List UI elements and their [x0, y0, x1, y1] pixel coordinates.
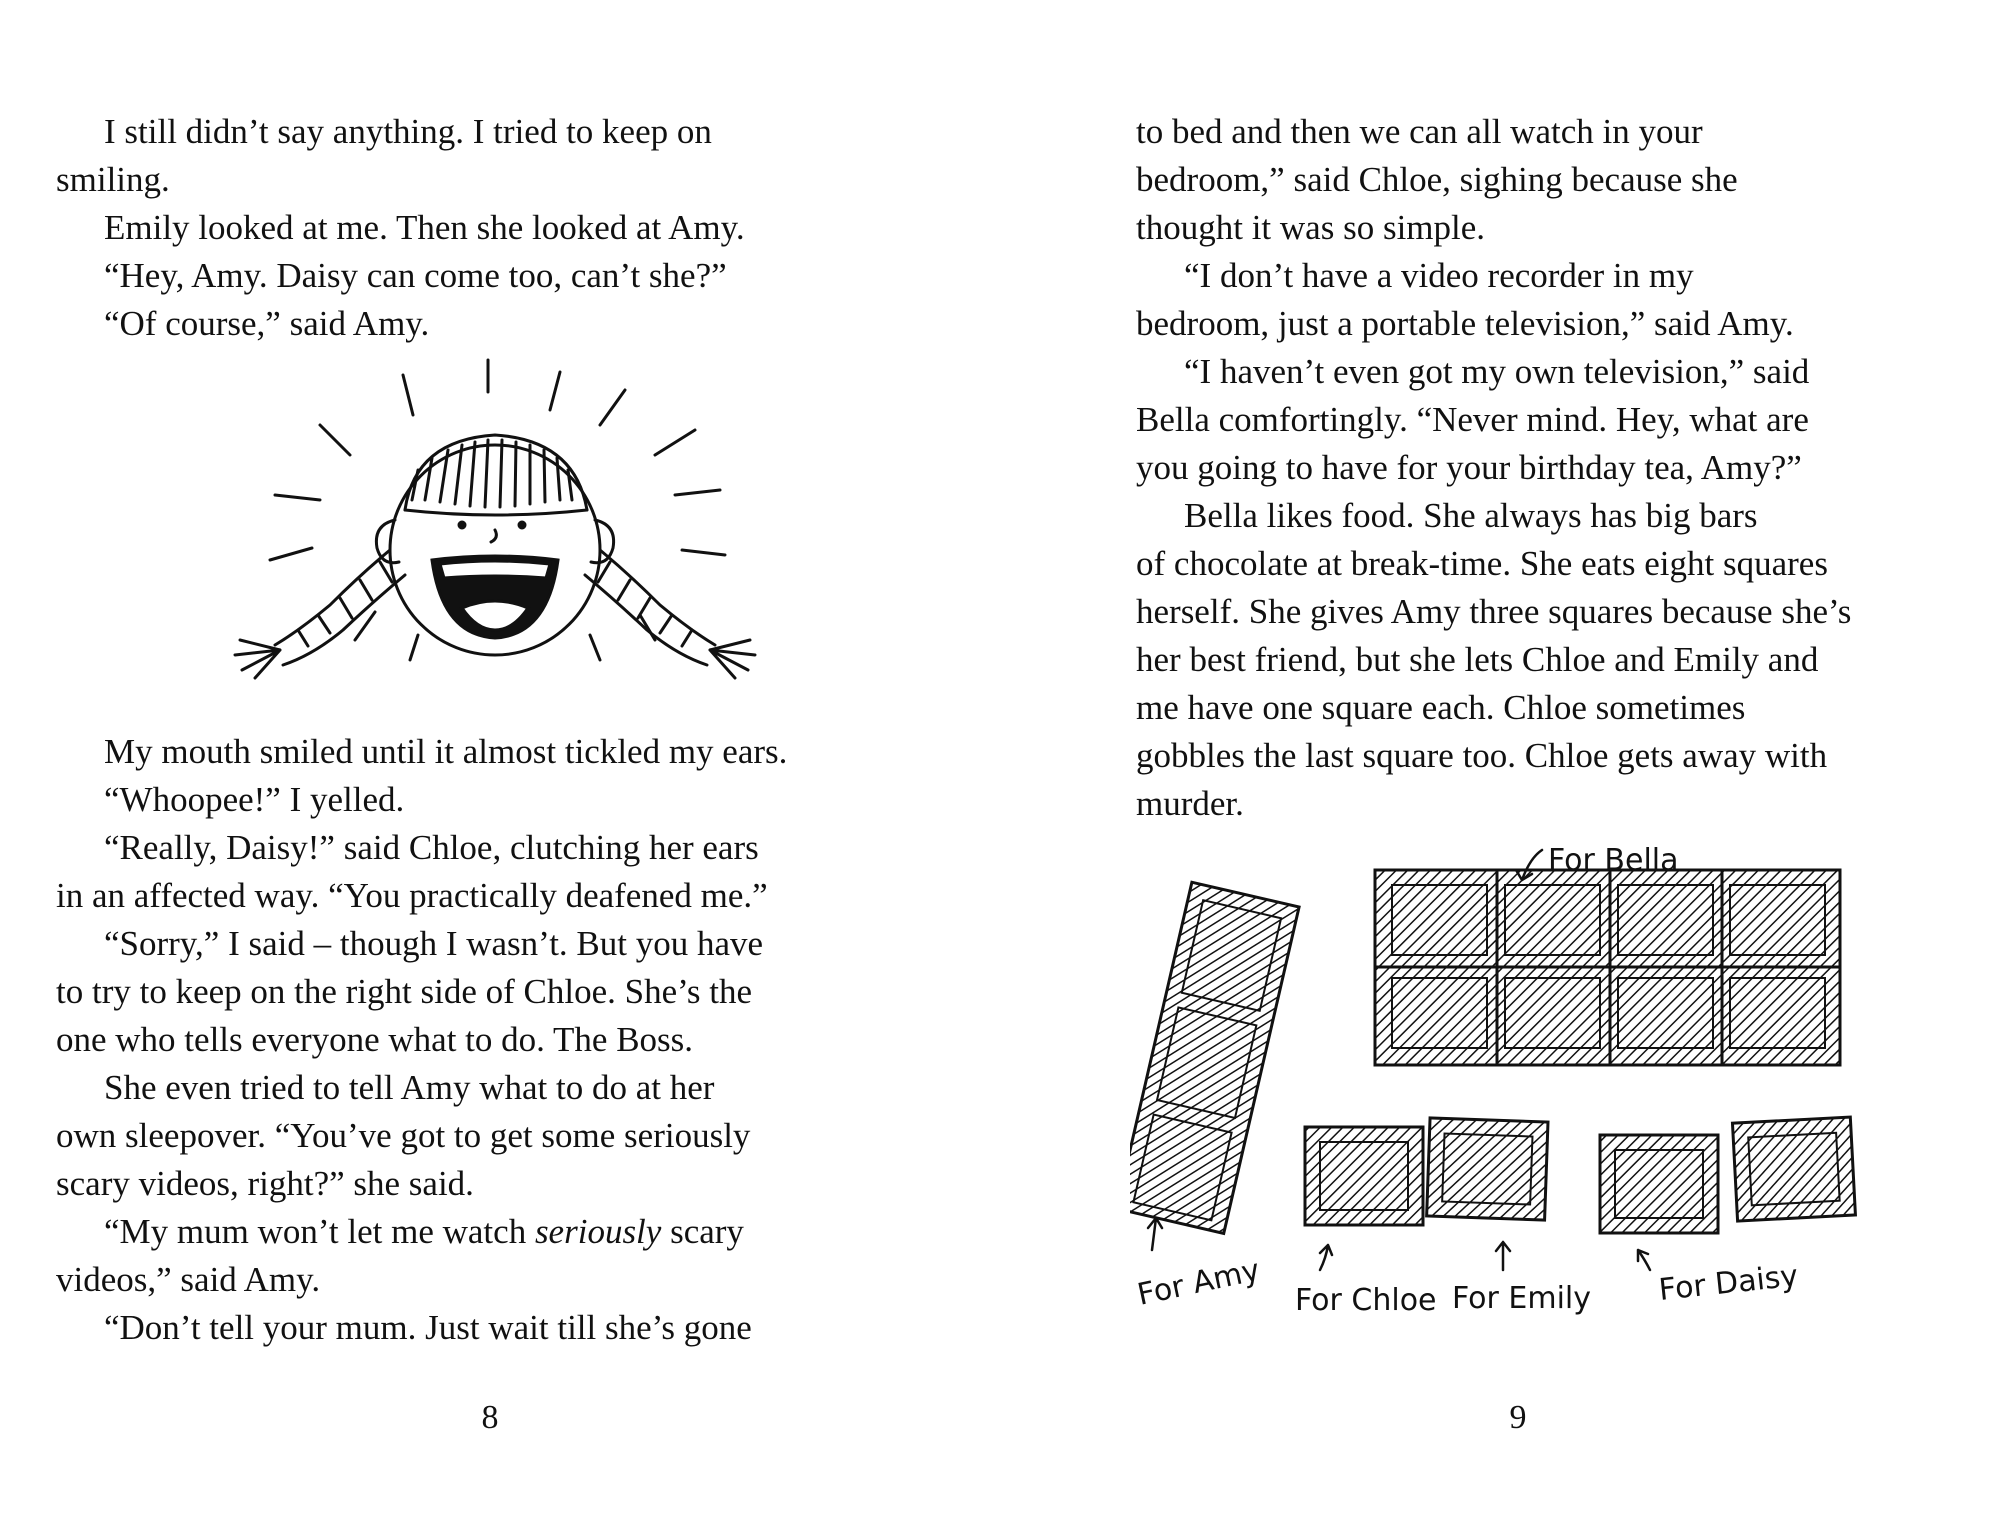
page-number-left: 8 — [481, 1399, 499, 1436]
text-line: own sleepover. “You’ve got to get some seriously — [56, 1116, 751, 1155]
text-line: gobbles the last square too. Chloe gets away with — [1136, 736, 1828, 775]
text-line: Bella likes food. She always has big bars — [1184, 496, 1758, 535]
text-line: herself. She gives Amy three squares because she’s — [1136, 592, 1852, 631]
left-text-bottom — [56, 728, 884, 1352]
text-line: “Of course,” said Amy. — [104, 304, 430, 343]
text-line: her best friend, but she lets Chloe and Emily and — [1136, 640, 1819, 679]
text-line: “Hey, Amy. Daisy can come too, can’t she?” — [104, 256, 727, 295]
text-line: smiling. — [56, 160, 170, 199]
text-line: bedroom, just a portable television,” said Amy. — [1136, 304, 1794, 343]
text-line: Emily looked at me. Then she looked at Amy. — [104, 208, 745, 247]
text-line: of chocolate at break-time. She eats eight squares — [1136, 544, 1828, 583]
label-for-daisy: For Daisy — [1657, 1258, 1800, 1308]
text-line: “Sorry,” I said – though I wasn’t. But you have — [104, 924, 764, 963]
text-run: “My mum won’t let me watch — [104, 1212, 535, 1251]
label-for-chloe: For Chloe — [1295, 1283, 1437, 1318]
label-for-bella: For Bella — [1548, 843, 1679, 878]
text-line: scary videos, right?” she said. — [56, 1164, 474, 1203]
smiling-girl-illustration — [200, 350, 760, 720]
text-line: “I don’t have a video recorder in my — [1184, 256, 1694, 295]
text-line: you going to have for your birthday tea, Amy?” — [1136, 448, 1802, 487]
text-line: one who tells everyone what to do. The Boss. — [56, 1020, 694, 1059]
chocolate-square-emily — [1427, 1118, 1548, 1220]
chocolate-square-daisy — [1600, 1135, 1718, 1233]
chocolate-bar-amy — [1130, 882, 1299, 1233]
text-line: to bed and then we can all watch in your — [1136, 112, 1703, 151]
text-line: murder. — [1136, 784, 1244, 823]
chocolate-square-extra — [1732, 1117, 1855, 1221]
text-line: Bella comfortingly. “Never mind. Hey, what are — [1136, 400, 1809, 439]
text-line: “Don’t tell your mum. Just wait till she’s gone — [104, 1308, 752, 1347]
text-line: My mouth smiled until it almost tickled my ears. — [104, 732, 788, 771]
label-for-emily: For Emily — [1452, 1281, 1592, 1316]
italic-word: seriously — [534, 1212, 662, 1251]
text-line-with-italic — [104, 1208, 884, 1256]
text-line: bedroom,” said Chloe, sighing because she — [1136, 160, 1738, 199]
label-for-amy: For Amy — [1134, 1252, 1263, 1313]
text-line: in an affected way. “You practically deafened me.” — [56, 876, 768, 915]
text-line: “Whoopee!” I yelled. — [104, 780, 405, 819]
text-line: “Really, Daisy!” said Chloe, clutching her ears — [104, 828, 759, 867]
chocolate-bars-illustration — [1130, 830, 1930, 1350]
chocolate-square-chloe — [1305, 1127, 1423, 1225]
text-line: “I haven’t even got my own television,” said — [1184, 352, 1810, 391]
right-page — [1000, 0, 2000, 1538]
text-line: She even tried to tell Amy what to do at her — [104, 1068, 715, 1107]
text-line: I still didn’t say anything. I tried to keep on — [104, 112, 712, 151]
text-line: to try to keep on the right side of Chloe. She’s the — [56, 972, 753, 1011]
left-text-top — [56, 108, 884, 348]
right-text — [1136, 108, 1936, 828]
text-line: videos,” said Amy. — [56, 1260, 321, 1299]
chocolate-bar-bella — [1375, 870, 1840, 1065]
page-number-right: 9 — [1509, 1399, 1527, 1436]
text-line: thought it was so simple. — [1136, 208, 1486, 247]
text-run: scary — [661, 1212, 744, 1251]
text-line: me have one square each. Chloe sometimes — [1136, 688, 1746, 727]
